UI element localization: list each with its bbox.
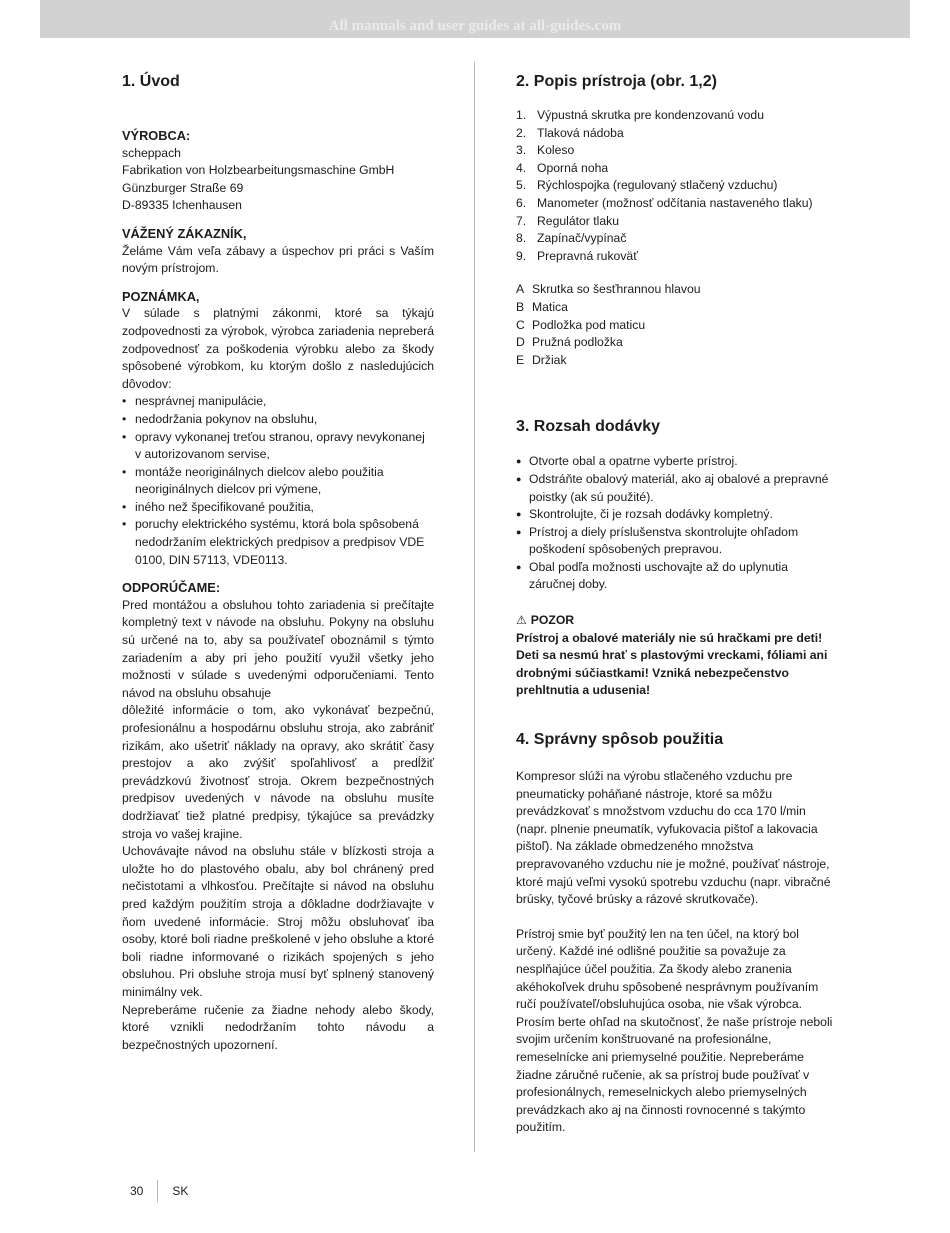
manufacturer-block <box>122 127 434 215</box>
manufacturer-heading: VÝROBCA: <box>122 128 191 143</box>
list-item: • iného než špecifikované použitia, <box>122 499 434 517</box>
list-item: ● Skontrolujte, či je rozsah dodávky kompletný. <box>516 506 834 524</box>
list-item: 3. Koleso <box>516 143 575 158</box>
list-item: • poruchy elektrického systému, ktorá bola spôsobená nedodržaním elektrických predpisov a predpisov VDE 0100, DIN 57113, VDE0113. <box>122 516 434 569</box>
list-item: • nesprávnej manipulácie, <box>122 393 434 411</box>
page-number: 30 <box>130 1184 144 1198</box>
parts-numbered-list <box>516 107 834 265</box>
list-item: 8. Zapínač/vypínač <box>516 231 627 246</box>
warning-text: Prístroj a obalové materiály nie sú hračkami pre deti! Deti sa nesmú hrať s plastovými vreckami, fóliami ani drobnými súčiastkami! Vzniká nebezpečenstvo prehltnutia a udusenia! <box>516 630 828 698</box>
customer-block <box>122 225 434 278</box>
recommend-heading: ODPORÚČAME: <box>122 580 221 596</box>
manufacturer-line: D-89335 Ichenhausen <box>122 198 242 213</box>
note-block <box>122 288 434 570</box>
warning-block <box>516 612 834 700</box>
list-item: 7. Regulátor tlaku <box>516 213 619 228</box>
section-title-usage: 4. Správny spôsob použitia <box>516 731 724 749</box>
list-item: C Podložka pod maticu <box>516 317 646 332</box>
section-title-intro: 1. Úvod <box>122 73 180 90</box>
list-item: ● Odstráňte obalový materiál, ako aj obalové a prepravné poistky (ak sú použité). <box>516 471 834 506</box>
note-list <box>122 393 434 569</box>
list-item: 1. Výpustná skrutka pre kondenzovanú vodu <box>516 108 764 122</box>
usage-paragraph: Prístroj smie byť použitý len na ten účel, na ktorý bol určený. Každé iné odlišné použitie sa považuje za nesplňajúce účel použitia. Za škody alebo zranenia akéhokoľvek druhu spôsobené nesprávnym používaním ručí používateľ/obsluhujúca osoba, nie však výrobca. Prosím berte ohľad na skutočnosť, že naše prístroje neboli svojim určením konštruované na profesionálne, remeselnícke ani priemyselné použitie. Nepreberáme žiadne záručné ručenie, ak sa prístroj bude používať v profesionálnych, remeselnickych alebo priemyselných prevádzkach ako aj na činnosti rovnocenné s takýmto použitím. <box>516 926 833 1135</box>
recommend-block <box>122 579 434 1054</box>
recommend-paragraph: dôležité informácie o tom, ako vykonávať bezpečnú, profesionálnu a hospodárnu obsluhu stroja, ako zabrániť rizikám, ako ušetriť náklady na opravy, ako skrátiť časy prestojov a ako zvýšiť spoľahlivosť a predĺžiť prevádzkovú životnosť stroja. Okrem bezpečnostných predpisov uvedených v návode na obsluhu musíte dodržiavať tiež platné predpisy, týkajúce sa prevádzky stroja vo vašej krajine. <box>122 703 434 841</box>
list-item: • nedodržania pokynov na obsluhu, <box>122 411 434 429</box>
list-item: B Matica <box>516 299 568 314</box>
note-heading: POZNÁMKA, <box>122 288 200 304</box>
list-item: ● Prístroj a diely príslušenstva skontrolujte ohľadom poškodení spôsobených prepravou. <box>516 524 834 559</box>
list-item: • opravy vykonanej treťou stranou, opravy nevykonanej v autorizovanom servise, <box>122 429 434 464</box>
list-item: D Pružná podložka <box>516 335 623 350</box>
delivery-list <box>516 453 834 594</box>
manufacturer-line: Fabrikation von Holzbearbeitungsmaschine GmbH <box>122 163 395 178</box>
language-code: SK <box>172 1184 189 1198</box>
right-column <box>516 60 834 1137</box>
recommend-paragraph: Uchovávajte návod na obsluhu stále v blízkosti stroja a uložte ho do plastového obalu, aby bol chránený pred nečistotami a vlhkosťou. Prečítajte si návod na obsluhu pred každým použitím stroja a dôkladne dodržiavajte v ňom uvedené informácie. Stroj môžu obsluhovať iba osoby, ktoré boli riadne preškolené v jeho obsluhe a ktoré boli riadne informované o rizikách spojených s jeho obsluhou. Pri obsluhe stroja musí byť splnený stanovený minimálny vek. <box>122 844 434 999</box>
list-item: 4. Oporná noha <box>516 160 609 175</box>
recommend-paragraph: Pred montážou a obsluhou tohto zariadenia si prečítajte kompletný text v návode na obsluhu. Pokyny na obsluhu sú určené na to, aby sa používateľ oboznámil s týmto zariadením a aby pri jeho použití využil všetky jeho možnosti v súlade s uvedenými odporučeniami. Tento návod na obsluhu obsahuje <box>122 597 434 700</box>
column-divider <box>474 62 475 1152</box>
list-item: ● Otvorte obal a opatrne vyberte prístroj. <box>516 453 834 471</box>
site-banner: All manuals and user guides at all-guides.com <box>40 0 910 38</box>
list-item: • montáže neoriginálnych dielcov alebo použitia neoriginálnych dielcov pri výmene, <box>122 464 434 499</box>
section-title-delivery: 3. Rozsah dodávky <box>516 418 661 436</box>
parts-lettered-list <box>516 281 834 369</box>
usage-paragraph: Kompresor slúži na výrobu stlačeného vzduchu pre pneumaticky poháňané nástroje, ktoré sa môžu prevádzkovať s množstvom vzduchu do cca 170 l/min (napr. plnenie pneumatík, vyfukovacia pištoľ a lakovacia pištoľ). Na základe obmedzeného množstva prepravovaného vzduchu nie je možné, používať nástroje, ktoré majú veľmi vysokú spotrebu vzduchu (napr. vibračné brúsky, tyčové brúsky a rázové skrutkovače). <box>516 769 831 907</box>
list-item: 6. Manometer (možnosť odčítania nastaveného tlaku) <box>516 195 813 210</box>
warning-icon: ⚠ <box>516 613 527 628</box>
warning-title: ⚠ POZOR <box>516 612 834 630</box>
list-item: E Držiak <box>516 352 567 367</box>
list-item: A Skrutka so šesťhrannou hlavou <box>516 282 701 297</box>
footer-divider <box>157 1180 158 1202</box>
manufacturer-line: scheppach <box>122 145 181 160</box>
section-title-description: 2. Popis prístroja (obr. 1,2) <box>516 73 717 90</box>
manufacturer-line: Günzburger Straße 69 <box>122 180 244 195</box>
list-item: 9. Prepravná rukoväť <box>516 248 638 263</box>
recommend-paragraph: Nepreberáme ručenie za žiadne nehody alebo škody, ktoré vznikli nedodržaním tohto návodu a bezpečnostných upozornení. <box>122 1002 434 1052</box>
note-text: V súlade s platnými zákonmi, ktoré sa týkajú zodpovednosti za výrobok, výrobca zariadenia nepreberá zodpovednosť za poškodenia výrobku alebo za škody spôsobené výrobkom, ku ktorým došlo z nasledujúcich dôvodov: <box>122 306 434 391</box>
left-column <box>122 60 434 1054</box>
list-item: ● Obal podľa možnosti uschovajte až do uplynutia záručnej doby. <box>516 559 834 594</box>
customer-heading: VÁŽENÝ ZÁKAZNÍK, <box>122 225 247 241</box>
customer-text: Želáme Vám veľa zábavy a úspechov pri práci s Vaším novým prístrojom. <box>122 243 434 276</box>
page-footer <box>130 1180 188 1202</box>
list-item: 2. Tlaková nádoba <box>516 125 624 140</box>
list-item: 5. Rýchlospojka (regulovaný stlačený vzduchu) <box>516 178 778 193</box>
